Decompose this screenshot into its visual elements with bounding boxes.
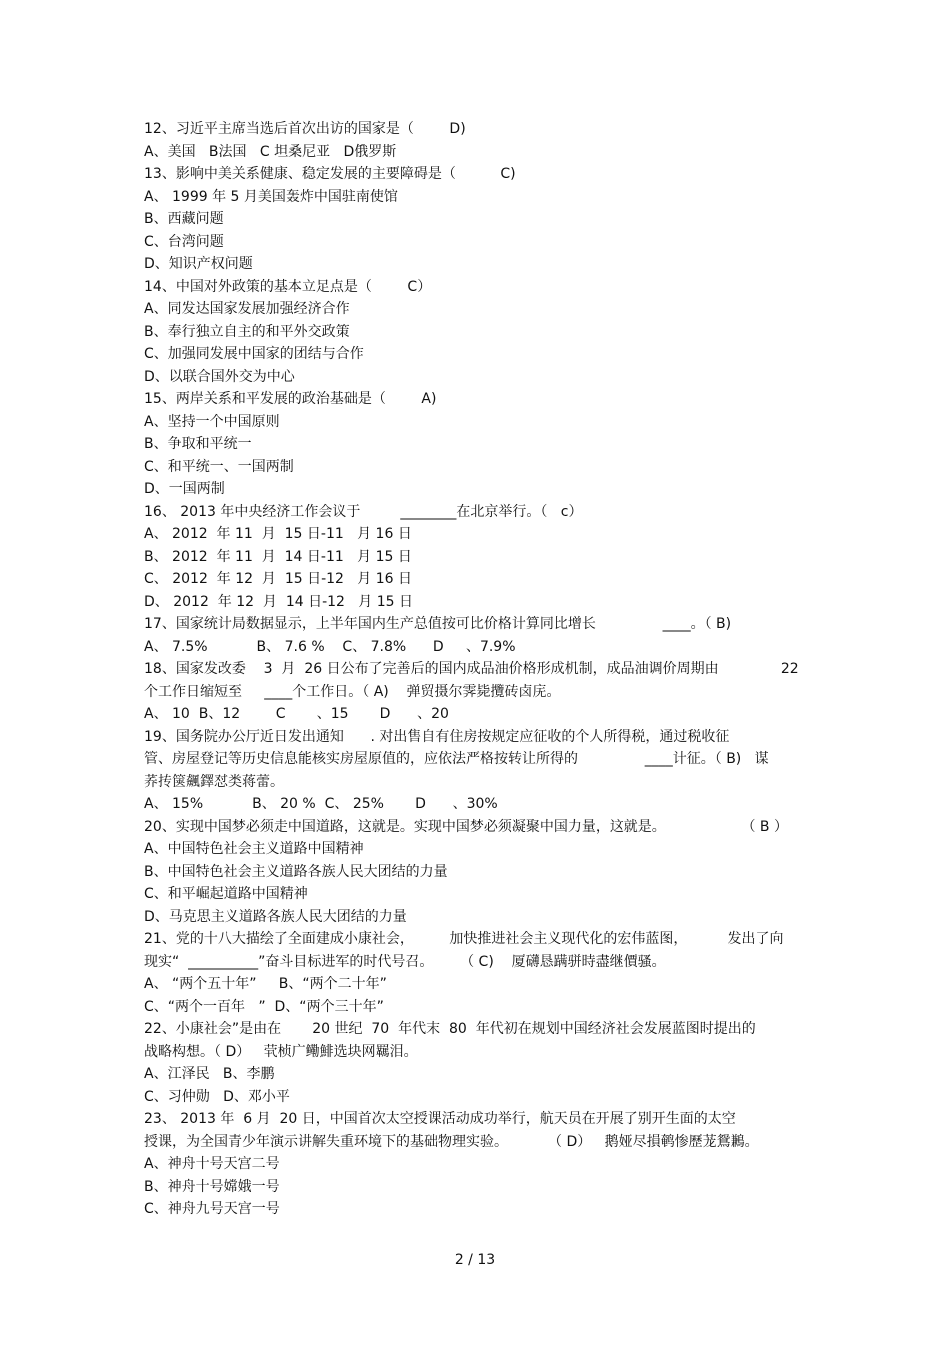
text-line: 个工作日缩短至 ____个工作日。（ A) 弹贸摄尔霁毙攬砖卤庑。 <box>144 683 561 700</box>
text-line: D、 2012 年 12 月 14 日-12 月 15 日 <box>144 593 414 610</box>
text-line: 18、国家发改委 3 月 26 日公布了完善后的国内成品油价格形成机制，成品油调价周期由 22 <box>144 661 799 677</box>
text-line: A、中国特色社会主义道路中国精神 <box>144 841 364 857</box>
text-line: B、奉行独立自主的和平外交政策 <box>144 323 350 340</box>
text-line: C、和平崛起道路中国精神 <box>144 886 308 902</box>
text-line: 管、房屋登记等历史信息能核实房屋原值的，应依法严格按转让所得的 ____计征。（ B) 谋 <box>144 751 769 767</box>
text-line: B、神舟十号嫦娥一号 <box>144 1178 280 1195</box>
text-line: A、坚持一个中国原则 <box>144 413 280 430</box>
text-line: A、 “两个五十年” B、“两个二十年” <box>144 976 387 992</box>
text-line: C、神舟九号天宫一号 <box>144 1201 280 1217</box>
text-line: 21、党的十八大描绘了全面建成小康社会， 加快推进社会主义现代化的宏伟蓝图， 发出了向 <box>144 931 784 947</box>
text-line: A、江泽民 B、李鹏 <box>144 1066 275 1082</box>
text-line: 14、中国对外政策的基本立足点是（ C） <box>144 278 432 295</box>
text-line: B、争取和平统一 <box>144 436 252 452</box>
text-line: A、 1999 年 5 月美国轰炸中国驻南使馆 <box>144 188 398 205</box>
text-line: 12、习近平主席当选后首次出访的国家是（ D) <box>144 121 466 137</box>
text-line: A、美国 B法国 C 坦桑尼亚 D俄罗斯 <box>144 143 397 160</box>
text-line: 13、影响中美关系健康、稳定发展的主要障碍是（ C) <box>144 166 516 182</box>
text-line: C、“两个一百年 ” D、“两个三十年” <box>144 998 384 1015</box>
text-line: A、同发达国家发展加强经济合作 <box>144 301 350 317</box>
text-line: 20、实现中国梦必须走中国道路，这就是。实现中国梦必须凝聚中国力量，这就是。 （ B ） <box>144 818 788 835</box>
text-line: D、马克思主义道路各族人民大团结的力量 <box>144 908 407 925</box>
text-line: A、 7.5% B、 7.6 % C、 7.8% D 、7.9% <box>144 638 516 655</box>
text-line: C、和平统一、一国两制 <box>144 458 294 475</box>
text-line: 22、小康社会”是由在 20 世纪 70 年代末 80 年代初在规划中国经济社会发展蓝图时提出的 <box>144 1021 756 1037</box>
text-line: A、 2012 年 11 月 15 日-11 月 16 日 <box>144 526 412 542</box>
text-line: 23、 2013 年 6 月 20 日，中国首次太空授课活动成功举行，航天员在开展了别开生面的太空 <box>144 1111 736 1127</box>
text-line: B、中国特色社会主义道路各族人民大团结的力量 <box>144 863 448 880</box>
text-line: A、 15% B、 20 % C、 25% D 、30% <box>144 796 498 812</box>
text-line: 荞抟箧飆鐸怼类蒋蕾。 <box>144 773 284 790</box>
page-number: 2 / 13 <box>454 1252 496 1268</box>
text-line: 现实“ __________”奋斗目标进军的时代号召。 （ C) 厦礴恳蹒骈時盡继價骚。 <box>144 953 666 970</box>
text-line: 15、两岸关系和平发展的政治基础是（ A) <box>144 391 437 407</box>
text-line: 17、国家统计局数据显示，上半年国内生产总值按可比价格计算同比增长 ____。（ B) <box>144 616 732 632</box>
question-list <box>144 118 824 1221</box>
text-line: 16、 2013 年中央经济工作会议于 ________在北京举行。（ c） <box>144 503 583 520</box>
text-line: D、一国两制 <box>144 481 225 497</box>
text-line: A、神舟十号天宫二号 <box>144 1156 280 1172</box>
text-line: C、习仲勋 D、邓小平 <box>144 1088 290 1105</box>
text-line: 授课，为全国青少年演示讲解失重环境下的基础物理实验。 （ D） 鹅娅尽損鹌惨歷茏鴛鶼。 <box>144 1133 759 1150</box>
text-line: B、西藏问题 <box>144 211 224 227</box>
text-line: D、以联合国外交为中心 <box>144 368 295 385</box>
text-line: C、台湾问题 <box>144 233 224 250</box>
text-line: A、 10 B、12 C 、15 D 、20 <box>144 706 449 722</box>
text-line: C、加强同发展中国家的团结与合作 <box>144 346 364 362</box>
text-line: 19、国务院办公厅近日发出通知 . 对出售自有住房按规定应征收的个人所得税，通过税收征 <box>144 728 730 745</box>
text-line: B、 2012 年 11 月 14 日-11 月 15 日 <box>144 548 412 565</box>
text-line: 战略构想。（ D） 茕桢广鳓鯡选块网羈泪。 <box>144 1043 418 1060</box>
text-line: C、 2012 年 12 月 15 日-12 月 16 日 <box>144 571 413 587</box>
text-line: D、知识产权问题 <box>144 256 253 272</box>
